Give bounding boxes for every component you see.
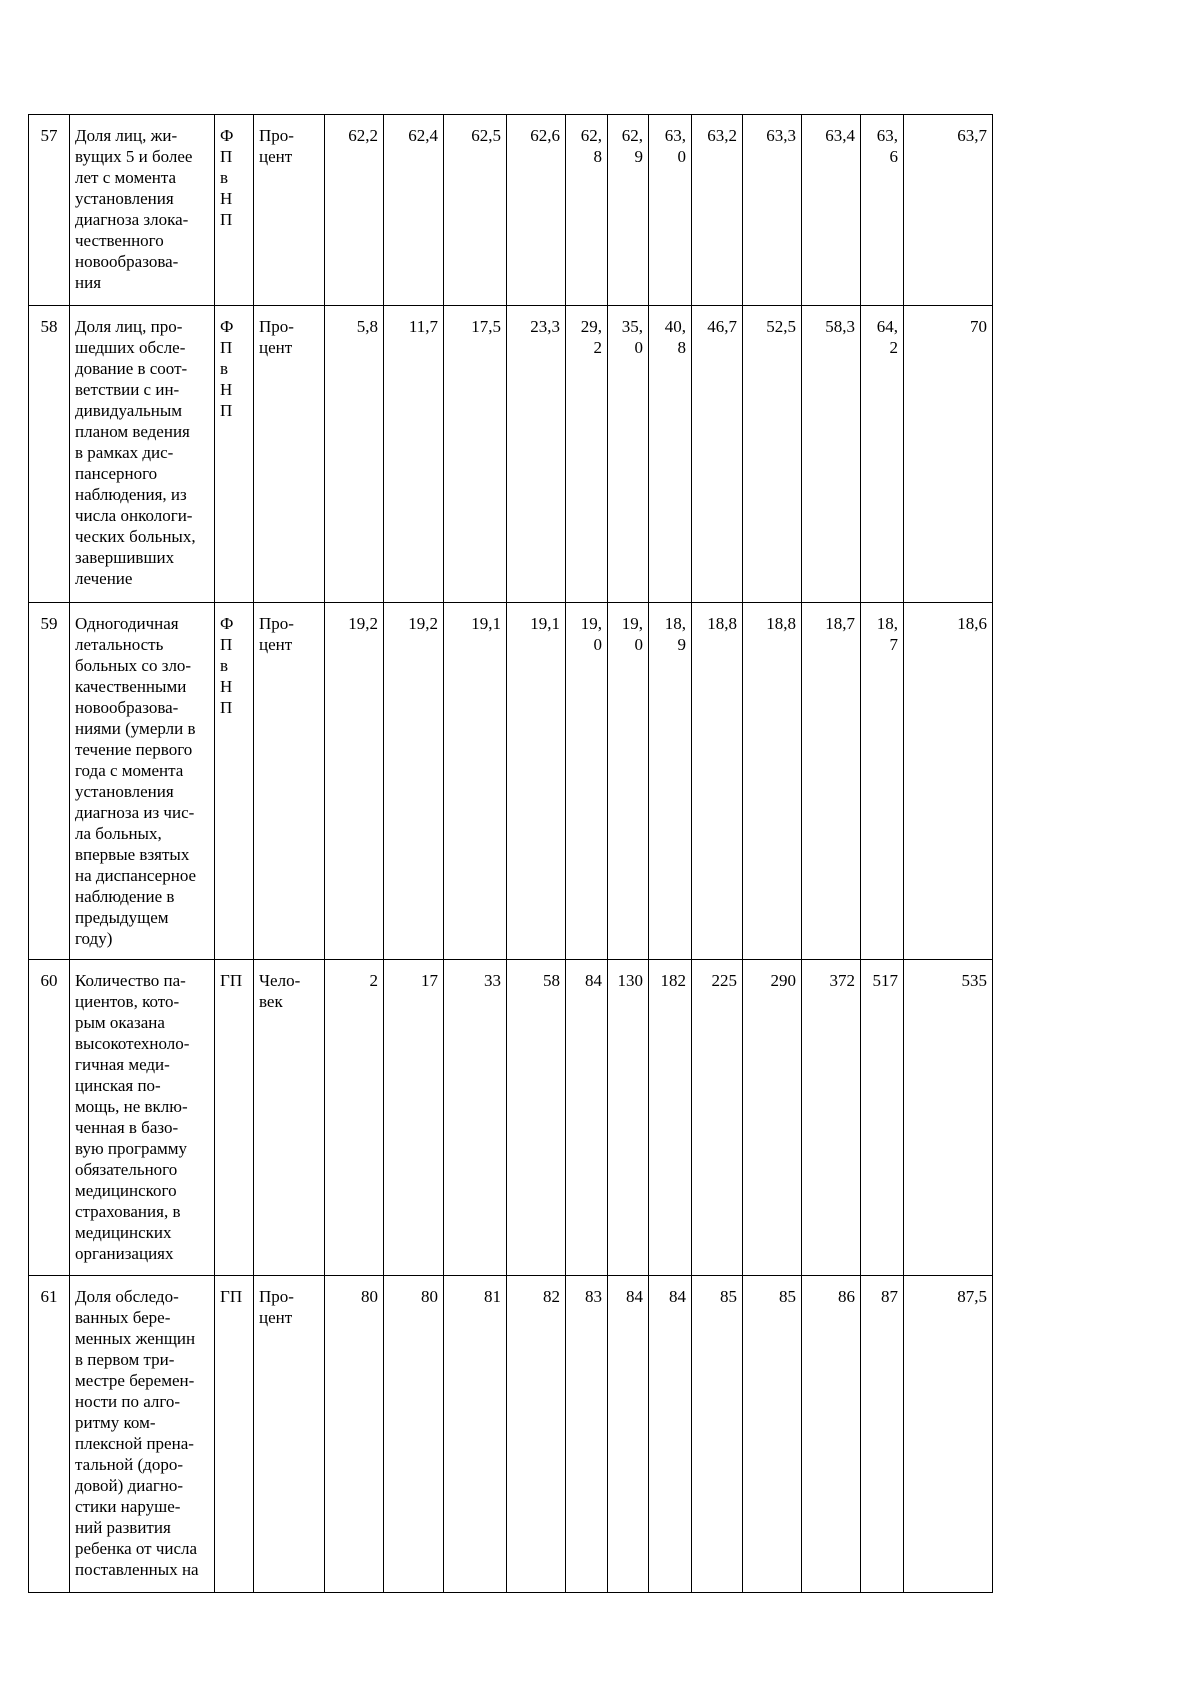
row-number: 60 [29, 960, 70, 1276]
value-cell: 58,3 [802, 306, 861, 603]
value-cell: 62,2 [325, 115, 384, 306]
value-cell: 64, 2 [861, 306, 904, 603]
value-cell: 80 [325, 1276, 384, 1593]
value-cell: 11,7 [384, 306, 444, 603]
value-cell: 19,1 [444, 603, 507, 960]
value-cell: 18, 7 [861, 603, 904, 960]
value-cell: 290 [743, 960, 802, 1276]
unit-cell: Про- цент [254, 115, 325, 306]
value-cell: 63, 0 [649, 115, 692, 306]
indicators-table [28, 114, 993, 1593]
value-cell: 18, 9 [649, 603, 692, 960]
indicator-name: Количество па- циентов, кото- рым оказана высокотехноло- гичная меди- цинская по- мощь, не вклю- ченная в базо- вую программу обязательного медицинского страхования, в медицинских организациях [70, 960, 215, 1276]
table-row [29, 603, 993, 960]
value-cell: 19, 0 [566, 603, 608, 960]
row-number: 61 [29, 1276, 70, 1593]
value-cell: 46,7 [692, 306, 743, 603]
value-cell: 19,2 [384, 603, 444, 960]
value-cell: 35, 0 [608, 306, 649, 603]
value-cell: 86 [802, 1276, 861, 1593]
value-cell: 535 [904, 960, 993, 1276]
value-cell: 62, 9 [608, 115, 649, 306]
value-cell: 63,4 [802, 115, 861, 306]
value-cell: 70 [904, 306, 993, 603]
value-cell: 62,5 [444, 115, 507, 306]
row-number: 59 [29, 603, 70, 960]
unit-cell: Про- цент [254, 1276, 325, 1593]
source-code: Ф П в Н П [215, 115, 254, 306]
value-cell: 52,5 [743, 306, 802, 603]
value-cell: 63, 6 [861, 115, 904, 306]
value-cell: 62, 8 [566, 115, 608, 306]
value-cell: 87,5 [904, 1276, 993, 1593]
indicator-name: Доля лиц, жи- вущих 5 и более лет с момента установления диагноза злока- чественного новообразова- ния [70, 115, 215, 306]
value-cell: 5,8 [325, 306, 384, 603]
value-cell: 85 [692, 1276, 743, 1593]
source-code: Ф П в Н П [215, 306, 254, 603]
value-cell: 62,4 [384, 115, 444, 306]
value-cell: 85 [743, 1276, 802, 1593]
value-cell: 63,3 [743, 115, 802, 306]
value-cell: 83 [566, 1276, 608, 1593]
unit-cell: Про- цент [254, 306, 325, 603]
row-number: 58 [29, 306, 70, 603]
value-cell: 517 [861, 960, 904, 1276]
row-number: 57 [29, 115, 70, 306]
table-row [29, 1276, 993, 1593]
value-cell: 84 [566, 960, 608, 1276]
value-cell: 130 [608, 960, 649, 1276]
value-cell: 18,6 [904, 603, 993, 960]
value-cell: 84 [649, 1276, 692, 1593]
value-cell: 63,2 [692, 115, 743, 306]
value-cell: 18,8 [743, 603, 802, 960]
value-cell: 58 [507, 960, 566, 1276]
value-cell: 82 [507, 1276, 566, 1593]
value-cell: 80 [384, 1276, 444, 1593]
value-cell: 182 [649, 960, 692, 1276]
unit-cell: Про- цент [254, 603, 325, 960]
value-cell: 225 [692, 960, 743, 1276]
value-cell: 84 [608, 1276, 649, 1593]
value-cell: 29, 2 [566, 306, 608, 603]
unit-cell: Чело- век [254, 960, 325, 1276]
value-cell: 19, 0 [608, 603, 649, 960]
value-cell: 81 [444, 1276, 507, 1593]
value-cell: 33 [444, 960, 507, 1276]
value-cell: 17,5 [444, 306, 507, 603]
value-cell: 372 [802, 960, 861, 1276]
table-body [29, 115, 993, 1593]
value-cell: 2 [325, 960, 384, 1276]
value-cell: 62,6 [507, 115, 566, 306]
table-row [29, 306, 993, 603]
value-cell: 19,2 [325, 603, 384, 960]
value-cell: 18,8 [692, 603, 743, 960]
indicator-name: Доля лиц, про- шедших обсле- дование в соот- ветствии с ин- дивидуальным планом ведения в рамках дис- пансерного наблюдения, из числа онкологи- ческих больных, завершивших лечение [70, 306, 215, 603]
source-code: ГП [215, 1276, 254, 1593]
table-row [29, 115, 993, 306]
value-cell: 40, 8 [649, 306, 692, 603]
value-cell: 18,7 [802, 603, 861, 960]
value-cell: 19,1 [507, 603, 566, 960]
table-row [29, 960, 993, 1276]
source-code: ГП [215, 960, 254, 1276]
indicator-name: Одногодичная летальность больных со зло- качественными новообразова- ниями (умерли в течение первого года с момента установления диагноза из чис- ла больных, впервые взятых на диспансерное наблюдение в предыдущем году) [70, 603, 215, 960]
value-cell: 87 [861, 1276, 904, 1593]
source-code: Ф П в Н П [215, 603, 254, 960]
value-cell: 63,7 [904, 115, 993, 306]
value-cell: 23,3 [507, 306, 566, 603]
indicator-name: Доля обследо- ванных бере- менных женщин в первом три- местре беремен- ности по алго- ритму ком- плексной прена- тальной (доро- довой) диагно- стики наруше- ний развития ребенка от числа поставленных на [70, 1276, 215, 1593]
value-cell: 17 [384, 960, 444, 1276]
